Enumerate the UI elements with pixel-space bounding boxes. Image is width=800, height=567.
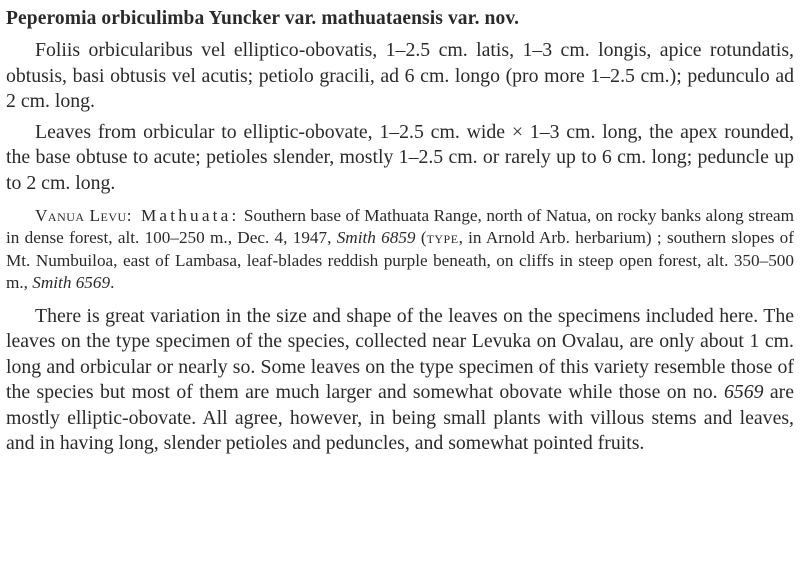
discussion-part-2: are mostly elliptic-obovate. All agree, however, in being small plants with villous stems and leaves, and in having long, slender petioles and peduncles, and somewhat pointed fruits. <box>6 381 794 455</box>
specimen-type-open: ( <box>420 228 427 248</box>
specimen-end: . <box>110 273 115 293</box>
discussion-paragraph <box>6 304 794 457</box>
specimen-citations <box>6 205 794 295</box>
specimen-locality-1: Southern base of Mathuata Range, north of Natua, on rocky banks along stream in dense forest, alt. 100–250 m., Dec. 4, 1947, <box>6 206 795 248</box>
specimen-district: Mathuata: <box>140 206 240 225</box>
english-description: Leaves from orbicular to elliptic-obovate, 1–2.5 cm. wide × 1–3 cm. long, the apex rounded, the base obtuse to acute; petioles slender, mostly 1–2.5 cm. or rarely up to 6 cm. long; peduncle up to 2 cm. long. <box>6 120 794 194</box>
taxon-variety: mathuataensis <box>321 8 443 29</box>
specimen-collector-1: Smith 6859 <box>336 228 416 248</box>
specimen-type-rest: , in Arnold Arb. herbarium) ; southern slopes of Mt. Numbuiloa, east of Lambasa, leaf-blades reddish purple beneath, on cliffs in steep open forest, alt. 350–500 m., <box>6 228 795 293</box>
specimen-island: Vanua Levu: <box>35 206 132 225</box>
specimen-type-label: type <box>426 228 459 248</box>
taxon-genus-species: Peperomia orbiculimba <box>6 8 205 29</box>
taxon-entry <box>6 0 794 457</box>
taxon-rank: var. <box>284 8 317 29</box>
latin-description: Foliis orbicularibus vel elliptico-obovatis, 1–2.5 cm. latis, 1–3 cm. longis, apice rotundatis, obtusis, basi obtusis vel acutis; petiolo gracili, ad 6 cm. longo (pro more 1–2.5 cm.); pedunculo ad 2 cm. long. <box>6 39 794 112</box>
specimen-collector-2: Smith 6569 <box>32 273 111 293</box>
discussion-part-1: There is great variation in the size and shape of the leaves on the specimens included here. The leaves on the type specimen of the species, collected near Levuka on Ovalau, are only about 1 cm. long and orbicular or nearly so. Some leaves on the type specimen of this variety resemble those of the species but most of them are much larger and somewhat obovate while those on no. <box>6 304 794 404</box>
taxon-heading <box>6 5 794 32</box>
discussion-specimen-number: 6569 <box>723 381 764 404</box>
taxon-novelty: var. nov. <box>447 8 520 29</box>
taxon-author: Yuncker <box>208 8 280 29</box>
